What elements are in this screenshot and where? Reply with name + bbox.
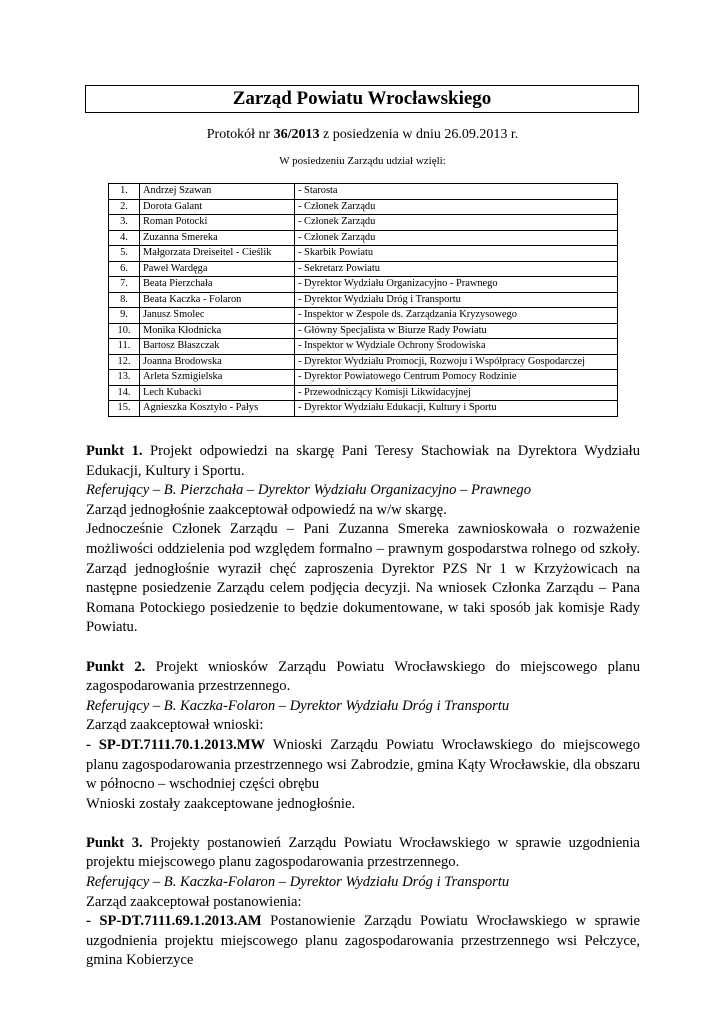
member-role: - Przewodniczący Komisji Likwidacyjnej — [295, 385, 618, 401]
member-number: 14. — [109, 385, 140, 401]
punkt-2-referent: Referujący – B. Kaczka-Folaron – Dyrektor Wydziału Dróg i Transportu — [86, 697, 510, 714]
member-role: - Skarbik Powiatu — [295, 246, 618, 262]
punkt-3-item — [86, 912, 640, 971]
protocol-prefix: Protokół nr — [206, 127, 274, 142]
member-number: 9. — [109, 308, 140, 324]
member-number: 13. — [109, 370, 140, 386]
member-number: 8. — [109, 292, 140, 308]
member-role: - Dyrektor Wydziału Dróg i Transportu — [295, 292, 618, 308]
member-row — [109, 184, 618, 200]
member-role: - Główny Specjalista w Biurze Rady Powiatu — [295, 323, 618, 339]
member-name: Dorota Galant — [140, 199, 295, 215]
member-name: Monika Kłodnicka — [140, 323, 295, 339]
punkt-3-text: Projekty postanowień Zarządu Powiatu Wrocławskiego w sprawie uzgodnienia projektu miejscowego planu zagospodarowania przestrzennego. — [86, 834, 640, 871]
member-name: Agnieszka Kosztyło - Pałys — [140, 401, 295, 417]
document-body — [86, 442, 640, 971]
member-number: 7. — [109, 277, 140, 293]
punkt-2-text: Projekt wniosków Zarządu Powiatu Wrocławskiego do miejscowego planu zagospodarowania przestrzennego. — [86, 658, 641, 695]
member-role: - Starosta — [295, 184, 618, 200]
member-role: - Inspektor w Wydziale Ochrony Środowiska — [295, 339, 618, 355]
protocol-suffix: z posiedzenia w dniu 26.09.2013 r. — [319, 127, 519, 142]
member-name: Janusz Smolec — [140, 308, 295, 324]
punkt-2-decision: Zarząd zaakceptował wnioski: — [86, 717, 264, 734]
document-title: Zarząd Powiatu Wrocławskiego — [85, 85, 639, 113]
punkt-1-label: Punkt 1. — [86, 443, 143, 459]
member-name: Bartosz Błaszczak — [140, 339, 295, 355]
member-row — [109, 370, 618, 386]
member-row — [109, 308, 618, 324]
member-number: 6. — [109, 261, 140, 277]
member-role: - Dyrektor Wydziału Promocji, Rozwoju i Współpracy Gospodarczej — [295, 354, 618, 370]
member-number: 15. — [109, 401, 140, 417]
member-row — [109, 339, 618, 355]
member-role: - Członek Zarządu — [295, 215, 618, 231]
punkt-1-body: Jednocześnie Członek Zarządu – Pani Zuzanna Smereka zawnioskowała o rozważenie możliwości oddzielenia pod względem formalno – prawnym gospodarstwa rolnego od szkoły. Zarząd jednogłośnie wyraził chęć zaproszenia Dyrektor PZS Nr 1 w Krzyżowicach na następne posiedzenie Zarządu celem podjęcia decyzji. Na wniosek Członka Zarządu – Pana Romana Potockiego posiedzenie to będzie dokumentowane, w taki sposób jak komisje Rady Powiatu. — [86, 521, 640, 636]
member-row — [109, 230, 618, 246]
member-number: 4. — [109, 230, 140, 246]
member-row — [109, 401, 618, 417]
punkt-1-decision: Zarząd jednogłośnie zaakceptował odpowiedź na w/w skargę. — [86, 501, 447, 518]
member-role: - Członek Zarządu — [295, 199, 618, 215]
member-name: Paweł Wardęga — [140, 261, 295, 277]
member-name: Joanna Brodowska — [140, 354, 295, 370]
member-number: 1. — [109, 184, 140, 200]
member-number: 3. — [109, 215, 140, 231]
member-role: - Dyrektor Powiatowego Centrum Pomocy Rodzinie — [295, 370, 618, 386]
member-role: - Dyrektor Wydziału Organizacyjno - Prawnego — [295, 277, 618, 293]
member-row — [109, 215, 618, 231]
member-name: Arleta Szmigielska — [140, 370, 295, 386]
member-name: Lech Kubacki — [140, 385, 295, 401]
punkt-3-decision: Zarząd zaakceptował postanowienia: — [86, 893, 302, 910]
member-number: 10. — [109, 323, 140, 339]
punkt-2-item-text: Wnioski Zarządu Powiatu Wrocławskiego do miejscowego planu zagospodarowania przestrzennego wsi Zabrodzie, gmina Kąty Wrocławskie, dla obszaru w północno – wschodniej części obrębu — [86, 736, 640, 793]
punkt-1-heading — [86, 442, 640, 481]
punkt-3-heading — [86, 834, 640, 873]
protocol-number: 36/2013 — [273, 127, 320, 142]
punkt-2-closing: Wnioski zostały zaakceptowane jednogłośnie. — [86, 795, 356, 812]
punkt-3-referent: Referujący – B. Kaczka-Folaron – Dyrektor Wydziału Dróg i Transportu — [86, 874, 510, 891]
member-row — [109, 277, 618, 293]
member-role: - Dyrektor Wydziału Edukacji, Kultury i Sportu — [295, 401, 618, 417]
member-row — [109, 261, 618, 277]
member-row — [109, 323, 618, 339]
member-name: Zuzanna Smereka — [140, 230, 295, 246]
punkt-2-heading — [86, 658, 640, 697]
member-name: Beata Pierzchała — [140, 277, 295, 293]
member-number: 2. — [109, 199, 140, 215]
punkt-1-text: Projekt odpowiedzi na skargę Pani Teresy Stachowiak na Dyrektora Wydziału Edukacji, Kultury i Sportu. — [86, 443, 641, 479]
punkt-3-item-text: Postanowienie Zarządu Powiatu Wrocławskiego w sprawie uzgodnienia projektu miejscowego planu zagospodarowania przestrzennego wsi Pełczyce, gmina Kobierzyce — [86, 913, 640, 969]
member-row — [109, 354, 618, 370]
member-number: 5. — [109, 246, 140, 262]
member-row — [109, 385, 618, 401]
punkt-1-referent: Referujący – B. Pierzchała – Dyrektor Wydziału Organizacyjno – Prawnego — [86, 482, 532, 499]
member-row — [109, 292, 618, 308]
member-name: Beata Kaczka - Folaron — [140, 292, 295, 308]
member-name: Andrzej Szawan — [140, 184, 295, 200]
member-number: 11. — [109, 339, 140, 355]
punkt-2-label: Punkt 2. — [86, 658, 146, 675]
member-number: 12. — [109, 354, 140, 370]
punkt-3-label: Punkt 3. — [86, 834, 143, 851]
punkt-2-item-code: - SP-DT.7111.70.1.2013.MW — [86, 736, 266, 753]
member-role: - Członek Zarządu — [295, 230, 618, 246]
member-row — [109, 199, 618, 215]
punkt-3-item-code: - SP-DT.7111.69.1.2013.AM — [86, 913, 262, 930]
punkt-2-item — [86, 736, 640, 795]
member-row — [109, 246, 618, 262]
member-role: - Sekretarz Powiatu — [295, 261, 618, 277]
member-role: - Inspektor w Zespole ds. Zarządzania Kryzysowego — [295, 308, 618, 324]
attendance-label: W posiedzeniu Zarządu udział wzięli: — [279, 155, 446, 167]
members-table — [108, 183, 618, 417]
member-name: Małgorzata Dreiseitel - Cieślik — [140, 246, 295, 262]
protocol-heading — [0, 127, 725, 143]
member-name: Roman Potocki — [140, 215, 295, 231]
